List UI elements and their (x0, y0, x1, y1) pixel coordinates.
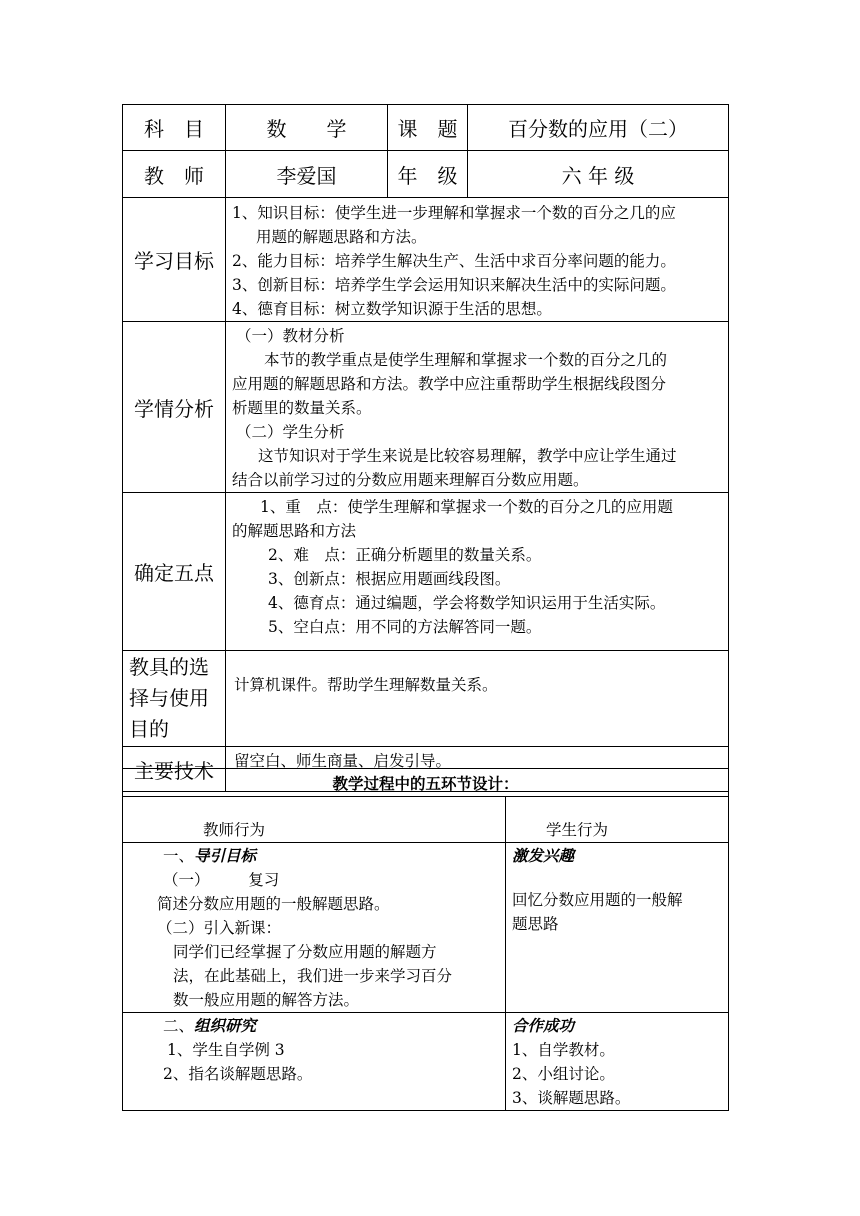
tools-content (226, 651, 729, 747)
point-line: 4、德育点：通过编题，学会将数学知识运用于生活实际。 (268, 594, 666, 612)
goal-line: 3、创新目标：培养学生学会运用知识来解决生活中的实际问题。 (232, 276, 676, 294)
stage2-student-line: 1、自学教材。 (512, 1041, 615, 1059)
analysis-line: 本节的教学重点是使学生理解和掌握求一个数的百分之几的 (264, 351, 668, 369)
analysis-line: （一）教材分析 (236, 327, 345, 345)
tools-label-line: 教具的选 (129, 655, 209, 679)
student-header: 学生行为 (546, 821, 609, 839)
analysis-line: 结合以前学习过的分数应用题来理解百分数应用题。 (232, 471, 589, 489)
stage2-number: 二、 (163, 1017, 195, 1035)
stage2-student-title: 合作成功 (512, 1016, 575, 1035)
point-line: 3、创新点：根据应用题画线段图。 (268, 570, 511, 588)
analysis-row (123, 322, 729, 493)
five-points-row (123, 493, 729, 651)
stage2-title-text: 组织研究 (194, 1016, 257, 1035)
point-line: 1、重 点：使学生理解和掌握求一个数的百分之几的应用题 (260, 498, 673, 516)
stage2-row (123, 1013, 729, 1111)
tools-label (123, 651, 226, 747)
student-header-cell (506, 797, 729, 843)
topic-label: 课 题 (388, 105, 468, 151)
stage1-title-text: 导引目标 (194, 846, 257, 865)
stage1-line: 法，在此基础上，我们进一步来学习百分 (173, 967, 453, 985)
stage2-teacher-cell (123, 1013, 506, 1111)
teacher-header: 教师行为 (203, 821, 266, 839)
five-points-label: 确定五点 (123, 493, 226, 651)
stage2-title (123, 1014, 505, 1038)
techniques-label: 主要技术 (123, 747, 226, 792)
stage1-line: 同学们已经掌握了分数应用题的解题方 (173, 943, 437, 961)
stage1-student-line: 题思路 (512, 915, 559, 933)
five-points-content (226, 493, 729, 651)
goal-line: 4、德育目标：树立数学知识源于生活的思想。 (232, 300, 552, 318)
stage1-line: （二）引入新课： (157, 919, 282, 937)
lesson-info-table (122, 104, 729, 792)
analysis-content (226, 322, 729, 493)
analysis-line: 析题里的数量关系。 (232, 399, 372, 417)
analysis-line: 这节知识对于学生来说是比较容易理解，教学中应让学生通过 (258, 447, 677, 465)
stage1-number: 一、 (163, 847, 195, 865)
stage1-title (123, 844, 505, 868)
stage1-line: 数一般应用题的解答方法。 (173, 991, 360, 1009)
subject-label: 科 目 (123, 105, 226, 151)
analysis-label: 学情分析 (123, 322, 226, 493)
teacher-label: 教 师 (123, 151, 226, 198)
stage1-student-title: 激发兴趣 (512, 846, 575, 865)
point-line: 5、空白点：用不同的方法解答同一题。 (268, 618, 542, 636)
goals-label: 学习目标 (123, 198, 226, 322)
stage1-teacher-cell (123, 843, 506, 1013)
stage1-student-cell (506, 843, 729, 1013)
grade-value: 六 年 级 (468, 151, 729, 198)
stage1-line: （一） 复习 (163, 871, 280, 889)
teacher-value: 李爱国 (226, 151, 388, 198)
process-title: 教学过程中的五环节设计： (123, 769, 729, 797)
tools-text: 计算机课件。帮助学生理解数量关系。 (234, 676, 498, 694)
stage1-row (123, 843, 729, 1013)
subject-value: 数 学 (226, 105, 388, 151)
teacher-header-cell (123, 797, 506, 843)
process-title-row (123, 769, 729, 797)
goals-content (226, 198, 729, 322)
stage1-line: 简述分数应用题的一般解题思路。 (157, 895, 390, 913)
process-table (122, 768, 729, 1111)
point-line: 的解题思路和方法 (232, 522, 357, 540)
teacher-row (123, 151, 729, 198)
stage2-student-line: 2、小组讨论。 (512, 1065, 615, 1083)
analysis-line: （二）学生分析 (236, 423, 345, 441)
tools-row (123, 651, 729, 747)
stage2-student-line: 3、谈解题思路。 (512, 1089, 631, 1107)
stage2-line: 1、学生自学例 3 (167, 1041, 285, 1059)
goal-line: 2、能力目标：培养学生解决生产、生活中求百分率问题的能力。 (232, 252, 676, 270)
topic-value: 百分数的应用（二） (468, 105, 729, 151)
stage2-student-cell (506, 1013, 729, 1111)
analysis-line: 应用题的解题思路和方法。教学中应注重帮助学生根据线段图分 (232, 375, 667, 393)
goals-row (123, 198, 729, 322)
process-header-row (123, 797, 729, 843)
point-line: 2、难 点：正确分析题里的数量关系。 (268, 546, 542, 564)
tools-label-line: 目的 (129, 717, 169, 741)
grade-label: 年 级 (388, 151, 468, 198)
stage2-line: 2、指名谈解题思路。 (163, 1065, 313, 1083)
goal-line: 用题的解题思路和方法。 (256, 228, 427, 246)
goal-line: 1、知识目标：使学生进一步理解和掌握求一个数的百分之几的应 (232, 204, 676, 222)
stage1-student-line: 回忆分数应用题的一般解 (512, 891, 683, 909)
subject-row (123, 105, 729, 151)
tools-label-line: 择与使用 (129, 686, 209, 710)
techniques-text: 留空白、师生商量、启发引导。 (234, 752, 452, 770)
